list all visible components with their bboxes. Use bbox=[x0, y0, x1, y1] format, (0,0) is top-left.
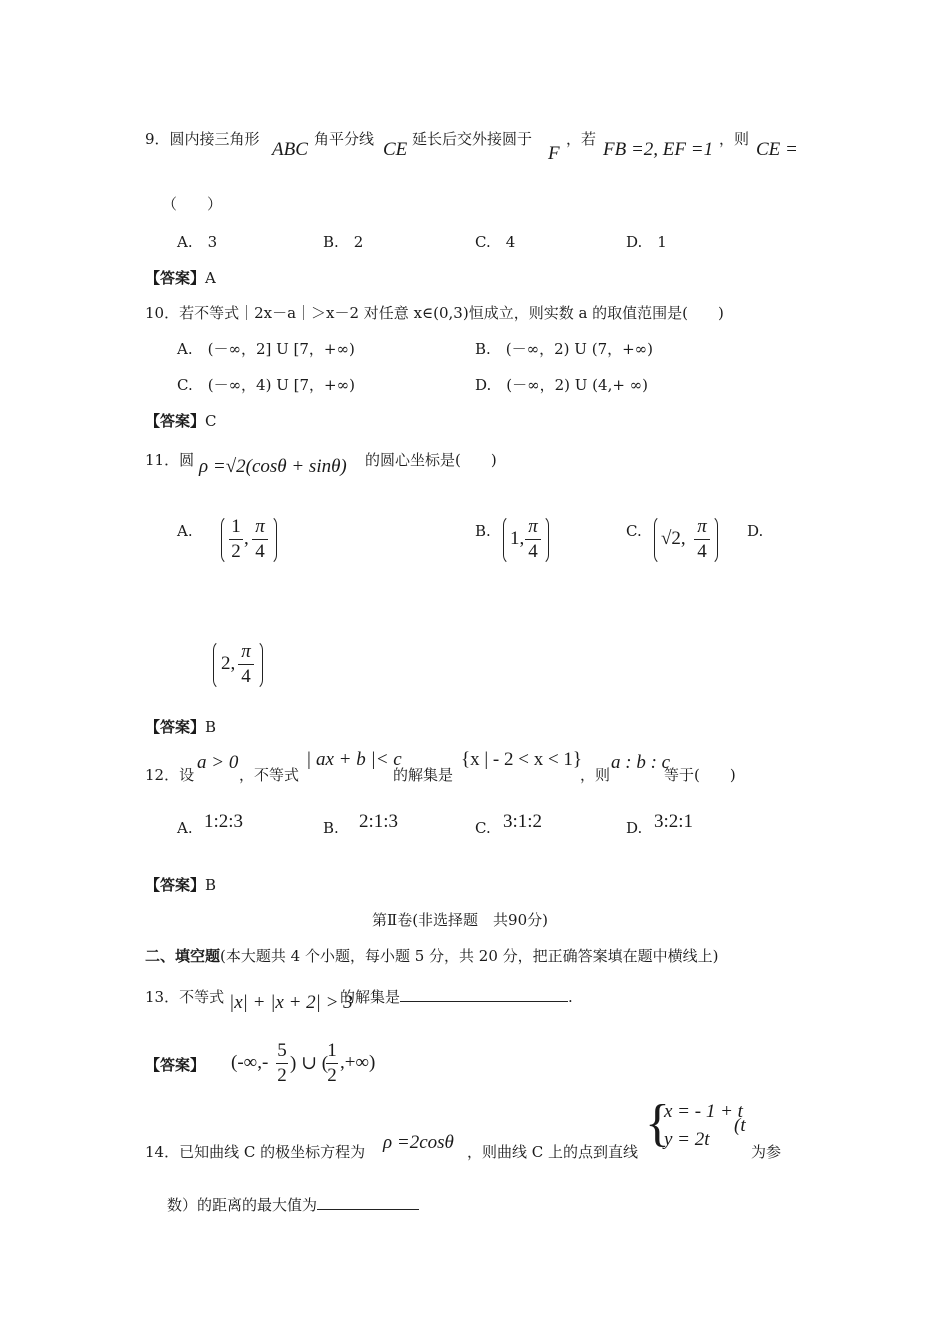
q11-option-c-first: √2, bbox=[661, 528, 686, 549]
q14-stem-2: ，则曲线 C 上的点到直线 bbox=[467, 1143, 639, 1161]
q12-option-d: 3:2:1 bbox=[654, 811, 694, 832]
q11-option-b-first: 1, bbox=[510, 528, 525, 549]
q11-label-c: C. bbox=[626, 522, 642, 540]
q12-label-a: A. bbox=[177, 819, 193, 837]
q9-point-f: F bbox=[548, 143, 560, 164]
q12-label-b: B. bbox=[323, 819, 339, 837]
q12-solution-set: {x | - 2 < x < 1} bbox=[461, 749, 583, 770]
q10-option-b: B. (－∞，2) U (7，+∞) bbox=[475, 340, 654, 358]
q11-option-a-frac1: 1 2 bbox=[229, 516, 243, 563]
q10-option-d: D. (－∞，2) U (4,+ ∞) bbox=[475, 376, 649, 394]
q14-formula: ρ =2cosθ bbox=[383, 1132, 454, 1153]
q11-formula: ρ =√2(cosθ + sinθ) bbox=[199, 456, 347, 477]
q14-param: (t bbox=[734, 1115, 746, 1136]
q13-answer-label: 【答案】 bbox=[145, 1056, 206, 1074]
q13-answer-pre: (-∞,- bbox=[231, 1052, 269, 1073]
q14-stem-1: 14．已知曲线 C 的极坐标方程为 bbox=[145, 1143, 366, 1161]
section-title: 第Ⅱ卷(非选择题 共90分) bbox=[372, 911, 548, 929]
q10-option-a: A. (－∞，2] U [7，+∞) bbox=[177, 340, 355, 358]
q13-answer-frac2: 1 2 bbox=[327, 1040, 337, 1086]
q13-blank[interactable] bbox=[400, 1001, 568, 1002]
q11-label-a: A. bbox=[177, 522, 193, 540]
q12-option-c: 3:1:2 bbox=[503, 811, 543, 832]
q12-inequality: | ax + b |< c bbox=[306, 749, 402, 770]
q12-number: 12．设 bbox=[145, 766, 195, 784]
q14-line-x: x = - 1 + t bbox=[664, 1101, 743, 1122]
section-heading: 二、填空题(本大题共 4 个小题，每小题 5 分，共 20 分，把正确答案填在题中横线上) bbox=[145, 947, 719, 965]
q11-label-d: D. bbox=[747, 522, 764, 540]
q9-triangle: ABC bbox=[272, 139, 308, 160]
q13-formula: |x| + |x + 2| > 3 bbox=[229, 992, 353, 1013]
q9-option-c: C. 4 bbox=[475, 233, 516, 251]
q14-stem-4: 数）的距离的最大值为 bbox=[167, 1194, 419, 1215]
q12-text: ，则 bbox=[580, 766, 611, 784]
q13-answer-frac1: 5 2 bbox=[277, 1040, 287, 1086]
q12-condition: a > 0 bbox=[197, 752, 239, 773]
q12-option-b: 2:1:3 bbox=[359, 811, 399, 832]
q10-option-c: C. (－∞，4) U [7，+∞) bbox=[177, 376, 355, 394]
q11-option-d-frac: π 4 bbox=[238, 641, 254, 688]
q12-ratio: a : b : c bbox=[611, 752, 671, 773]
q12-answer: 【答案】B bbox=[145, 876, 217, 894]
q11-option-d-first: 2, bbox=[221, 653, 236, 674]
q9-option-b: B. 2 bbox=[323, 233, 364, 251]
q9-text: ，则 bbox=[719, 130, 750, 148]
q12-label-c: C. bbox=[475, 819, 491, 837]
q9-segment-ce: CE bbox=[383, 139, 408, 160]
q9-option-d: D. 1 bbox=[626, 233, 667, 251]
q9-answer: 【答案】A bbox=[145, 269, 216, 287]
q11-option-b-frac: π 4 bbox=[525, 516, 541, 563]
q14-stem-3: 为参 bbox=[751, 1143, 782, 1161]
q14-blank[interactable] bbox=[317, 1209, 419, 1210]
q9-given: FB =2, EF =1 bbox=[603, 139, 714, 160]
q13-answer-mid: ) ∪ ( bbox=[290, 1053, 329, 1074]
q11-label-b: B. bbox=[475, 522, 491, 540]
q11-option-c-frac: π 4 bbox=[694, 516, 710, 563]
q9-text: 角平分线 bbox=[314, 130, 375, 148]
q11-option-a-frac2: π 4 bbox=[252, 516, 268, 563]
q9-option-a: A. 3 bbox=[177, 233, 218, 251]
q9-unknown: CE = bbox=[756, 139, 798, 160]
q9-number: 9．圆内接三角形 bbox=[145, 130, 260, 148]
q11-answer: 【答案】B bbox=[145, 718, 217, 736]
q9-text: ，若 bbox=[566, 130, 597, 148]
q13-number: 13．不等式 bbox=[145, 988, 225, 1006]
q14-brace: { bbox=[645, 1095, 670, 1152]
q10-stem: 10．若不等式｜2x－a｜＞x－2 对任意 x∈(0,3)恒成立，则实数 a 的取值范围是( ) bbox=[145, 304, 724, 322]
q12-text: 的解集是 bbox=[393, 766, 454, 784]
q9-text: 延长后交外接圆于 bbox=[412, 130, 533, 148]
q11-number: 11．圆 bbox=[145, 451, 195, 469]
q13-answer-post: ,+∞) bbox=[340, 1052, 376, 1073]
q12-text: ，不等式 bbox=[239, 766, 300, 784]
q9-paren: （ ） bbox=[162, 195, 223, 213]
q13-text: 的解集是 . bbox=[340, 988, 573, 1006]
q12-label-d: D. bbox=[626, 819, 643, 837]
q10-answer: 【答案】C bbox=[145, 412, 217, 430]
q12-text: 等于( ) bbox=[664, 766, 736, 784]
q12-option-a: 1:2:3 bbox=[204, 811, 244, 832]
q11-option-a-comma: , bbox=[244, 528, 249, 549]
q11-text: 的圆心坐标是( ) bbox=[365, 451, 497, 469]
q14-line-y: y = 2t bbox=[664, 1129, 710, 1150]
